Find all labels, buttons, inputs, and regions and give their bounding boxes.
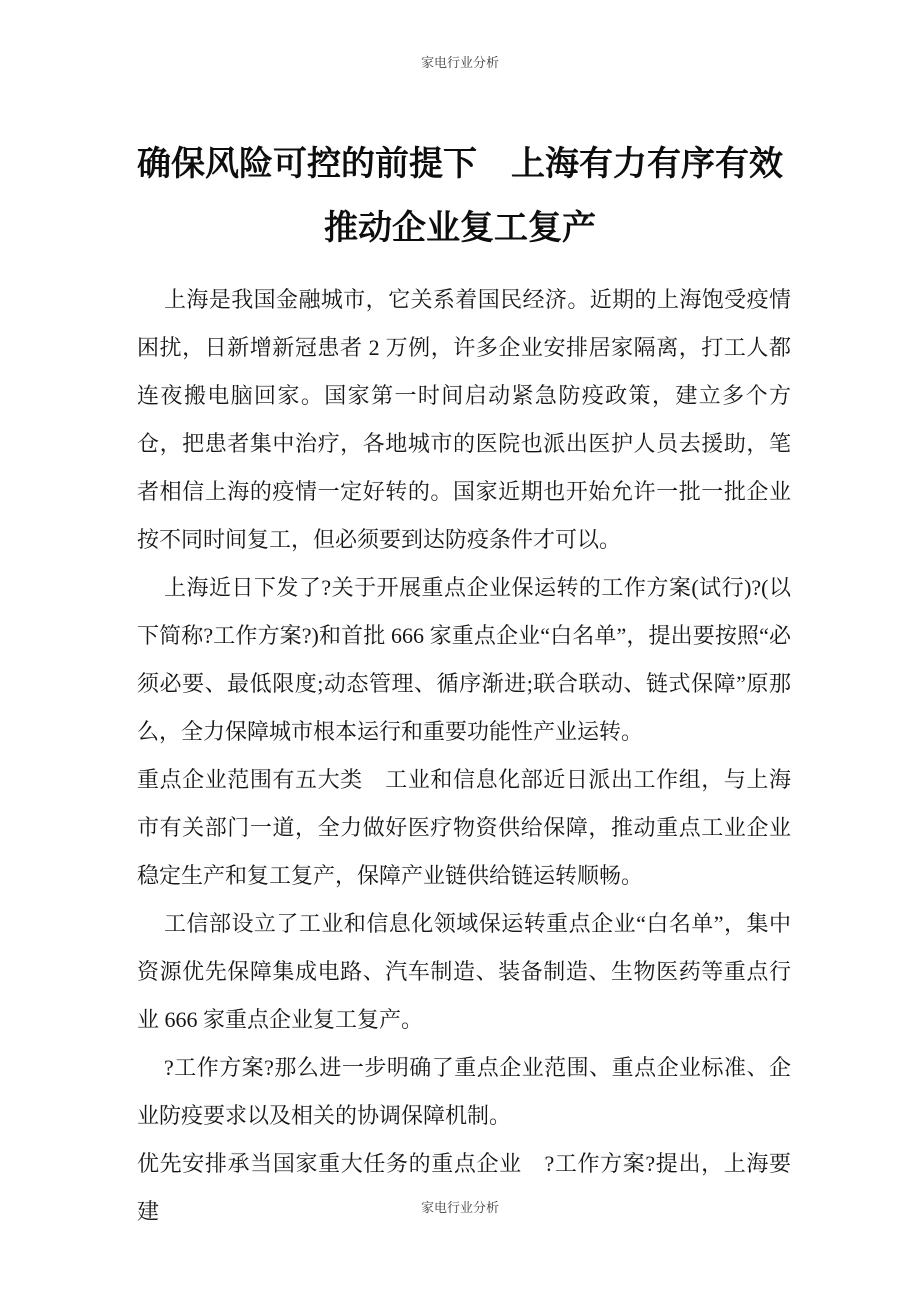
paragraph: 重点企业范围有五大类 工业和信息化部近日派出工作组，与上海市有关部门一道，全力做好医疗物资供给保障，推动重点工业企业稳定生产和复工复产，保障产业链供给链运转顺畅。 <box>137 767 791 888</box>
paragraph: 优先安排承当国家重大任务的重点企业 ?工作方案?提出，上海要建 <box>137 1151 791 1224</box>
paragraph: 上海是我国金融城市，它关系着国民经济。近期的上海饱受疫情困扰，日新增新冠患者 2 万例，许多企业安排居家隔离，打工人都连夜搬电脑回家。国家第一时间启动紧急防疫政策，建立多个方仓，把患者集中治疗，各地城市的医院也派出医护人员去援助，笔者相信上海的疫情一定好转的。国家近期也开始允许一批一批企业按不同时间复工，但必须要到达防疫条件才可以。 <box>137 287 791 552</box>
document-title <box>110 133 810 261</box>
page-header-text: 家电行业分析 <box>420 55 499 70</box>
paragraph: 上海近日下发了?关于开展重点企业保运转的工作方案(试行)?(以下简称?工作方案?)和首批 666 家重点企业“白名单”，提出要按照“必须必要、最低限度;动态管理、循序渐进;联合联动、链式保障”原那么，全力保障城市根本运行和重要功能性产业运转。 <box>137 575 791 744</box>
title-line-2: 推动企业复工复产 <box>324 210 596 247</box>
paragraph: 工信部设立了工业和信息化领域保运转重点企业“白名单”，集中资源优先保障集成电路、汽车制造、装备制造、生物医药等重点行业 666 家重点企业复工复产。 <box>137 911 791 1032</box>
document-body <box>137 276 791 1236</box>
title-line-1: 确保风险可控的前提下 上海有力有序有效 <box>137 146 783 183</box>
page-footer-text: 家电行业分析 <box>420 1200 499 1215</box>
paragraph: ?工作方案?那么进一步明确了重点企业范围、重点企业标准、企业防疫要求以及相关的协调保障机制。 <box>137 1055 791 1128</box>
